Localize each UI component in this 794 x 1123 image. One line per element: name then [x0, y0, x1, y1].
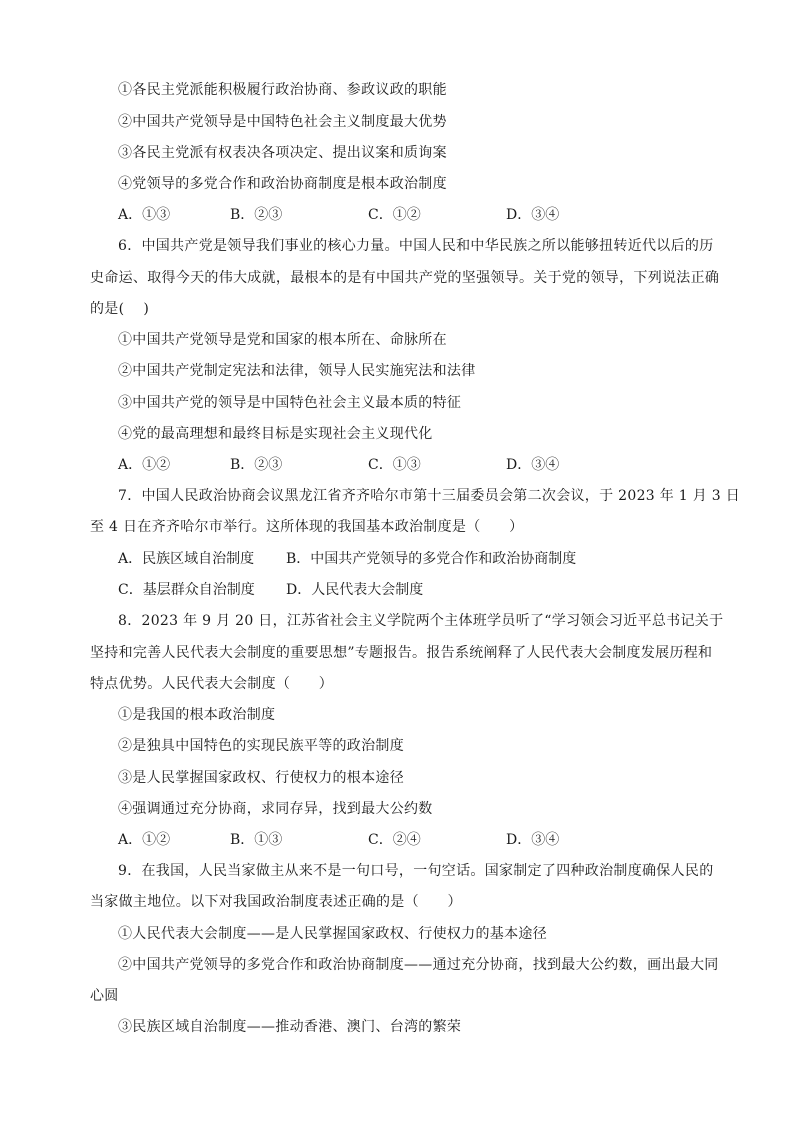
q5-option-a[interactable]: A．①③: [118, 207, 171, 223]
q6-options: [118, 455, 678, 475]
q9-statement-3: ③民族区域自治制度——推动香港、澳门、台湾的繁荣: [118, 1019, 462, 1035]
q7-option-b[interactable]: B．中国共产党领导的多党合作和政治协商制度: [286, 551, 577, 567]
q8-option-b[interactable]: B．①③: [230, 832, 283, 848]
q7-options-row-2: [118, 580, 678, 600]
q5-statement-4: ④党领导的多党合作和政治协商制度是根本政治制度: [118, 176, 447, 192]
q6-option-d[interactable]: D．③④: [506, 457, 560, 473]
q5-option-c[interactable]: C．①②: [368, 207, 421, 223]
q7-stem-line-2: 至 4 日在齐齐哈尔市举行。这所体现的我国基本政治制度是（ ）: [90, 519, 524, 535]
q6-option-c[interactable]: C．①③: [368, 457, 421, 473]
q7-option-d[interactable]: D．人民代表大会制度: [286, 582, 424, 598]
q8-stem-line-3: 特点优势。人民代表大会制度（ ）: [90, 676, 334, 692]
q6-stem-line-3: 的是( ): [90, 301, 150, 317]
q8-statement-1: ①是我国的根本政治制度: [118, 707, 276, 723]
q8-statement-4: ④强调通过充分协商，求同存异，找到最大公约数: [118, 801, 433, 817]
q7-option-c[interactable]: C．基层群众自治制度: [118, 582, 255, 598]
q8-options: [118, 830, 678, 850]
q8-option-a[interactable]: A．①②: [118, 832, 171, 848]
q6-statement-4: ④党的最高理想和最终目标是实现社会主义现代化: [118, 426, 433, 442]
q5-option-b[interactable]: B．②③: [230, 207, 283, 223]
q5-options: [118, 205, 678, 225]
q9-stem-line-2: 当家做主地位。以下对我国政治制度表述正确的是（ ）: [90, 894, 462, 910]
q8-statement-2: ②是独具中国特色的实现民族平等的政治制度: [118, 738, 404, 754]
q7-option-a[interactable]: A．民族区域自治制度: [118, 551, 255, 567]
q7-options-row-1: [118, 549, 678, 569]
q8-option-d[interactable]: D．③④: [506, 832, 560, 848]
q8-stem-line-2: 坚持和完善人民代表大会制度的重要思想”专题报告。报告系统阐释了人民代表大会制度发展历程和: [90, 645, 713, 661]
q8-option-c[interactable]: C．②④: [368, 832, 421, 848]
q6-statement-2: ②中国共产党制定宪法和法律，领导人民实施宪法和法律: [118, 363, 476, 379]
q9-stem-line-1: 9．在我国，人民当家做主从来不是一句口号，一句空话。国家制定了四种政治制度确保人民的: [118, 863, 714, 879]
q6-statement-1: ①中国共产党领导是党和国家的根本所在、命脉所在: [118, 332, 447, 348]
q6-option-b[interactable]: B．②③: [230, 457, 283, 473]
q5-statement-3: ③各民主党派有权表决各项决定、提出议案和质询案: [118, 145, 447, 161]
q8-stem-line-1: 8．2023 年 9 月 20 日，江苏省社会主义学院两个主体班学员听了“学习领会习近平总书记关于: [118, 613, 724, 629]
q7-stem-line-1: 7．中国人民政治协商会议黑龙江省齐齐哈尔市第十三届委员会第二次会议，于 2023 年 1 月 3 日: [118, 488, 741, 504]
q8-statement-3: ③是人民掌握国家政权、行使权力的根本途径: [118, 770, 404, 786]
q9-statement-2: ②中国共产党领导的多党合作和政治协商制度——通过充分协商，找到最大公约数，画出最大同: [118, 957, 719, 973]
q6-statement-3: ③中国共产党的领导是中国特色社会主义最本质的特征: [118, 395, 462, 411]
q9-statement-1: ①人民代表大会制度——是人民掌握国家政权、行使权力的基本途径: [118, 926, 547, 942]
q9-statement-2-continued: 心圆: [90, 988, 119, 1004]
q5-option-d[interactable]: D．③④: [506, 207, 560, 223]
q6-option-a[interactable]: A．①②: [118, 457, 171, 473]
q6-stem-line-1: 6．中国共产党是领导我们事业的核心力量。中国人民和中华民族之所以能够扭转近代以后的历: [118, 238, 714, 254]
q6-stem-line-2: 史命运、取得今天的伟大成就，最根本的是有中国共产党的坚强领导。关于党的领导，下列说法正确: [90, 270, 720, 286]
q5-statement-1: ①各民主党派能积极履行政治协商、参政议政的职能: [118, 82, 447, 98]
q5-statement-2: ②中国共产党领导是中国特色社会主义制度最大优势: [118, 114, 447, 130]
